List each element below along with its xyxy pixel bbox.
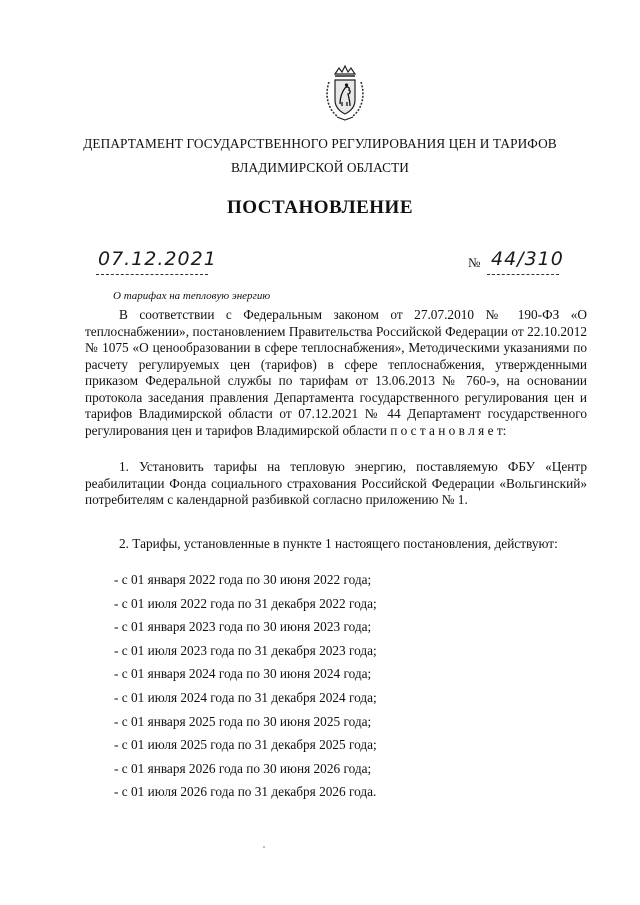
- preamble-paragraph: В соответствии с Федеральным законом от 27.07.2010 № 190-ФЗ «О теплоснабжении», постановлением Правительства Российской Федерации от 22.10.2012 № 1075 «О ценообразовании в сфере теплоснабжения», Методическими указаниями по расчету регулируемых цен (тарифов) в сфере теплоснабжения, утвержденными приказом Федеральной службы по тарифам от 13.06.2013 № 760-э, на основании протокола заседания правления Департамента государственного регулирования цен и тарифов Владимирской области от 07.12.2021 № 44 Департамент государственного регулирования цен и тарифов Владимирской области п о с т а н о в л я е т:: [85, 307, 587, 438]
- list-item: - с 01 января 2022 года по 30 июня 2022 года;: [114, 572, 372, 587]
- list-item: - с 01 июля 2026 года по 31 декабря 2026 года.: [114, 784, 377, 800]
- number-field: [487, 248, 564, 275]
- list-item: - с 01 января 2023 года по 30 июня 2023 года;: [114, 619, 372, 635]
- document-title: ПОСТАНОВЛЕНИЕ: [226, 197, 414, 218]
- handwritten-number: 44/310: [491, 248, 564, 270]
- clause-2-paragraph: 2. Тарифы, установленные в пункте 1 настоящего постановления, действуют:: [119, 536, 558, 551]
- department-name-line-2: ВЛАДИМИРСКОЙ ОБЛАСТИ: [230, 160, 410, 175]
- list-item: - с 01 июля 2025 года по 31 декабря 2025 года;: [114, 737, 377, 753]
- date-field: [96, 248, 217, 275]
- clause-1-paragraph: 1. Установить тарифы на тепловую энергию, поставляемую ФБУ «Центр реабилитации Фонда социального страхования Российской Федерации «Вольгинский» потребителям с календарной разбивкой согласно приложению № 1.: [85, 459, 587, 507]
- tariff-periods-list: [114, 568, 377, 804]
- list-item: - с 01 июля 2022 года по 31 декабря 2022 года;: [114, 595, 377, 611]
- department-name-line-1: ДЕПАРТАМЕНТ ГОСУДАРСТВЕННОГО РЕГУЛИРОВАНИЯ ЦЕН И ТАРИФОВ: [83, 136, 557, 151]
- scan-speck: [263, 846, 265, 848]
- list-item: - с 01 июля 2024 года по 31 декабря 2024 года;: [114, 689, 377, 705]
- list-item: - с 01 января 2025 года по 30 июня 2025 года;: [114, 713, 372, 729]
- document-subject: О тарифах на тепловую энергию: [113, 290, 271, 302]
- list-item: - с 01 января 2024 года по 30 июня 2024 года;: [114, 666, 372, 682]
- list-item: - с 01 января 2026 года по 30 июня 2026 года;: [114, 760, 372, 776]
- list-item: - с 01 июля 2023 года по 31 декабря 2023 года;: [114, 642, 377, 658]
- handwritten-date: 07.12.2021: [98, 248, 217, 270]
- number-label: №: [468, 255, 481, 270]
- coat-of-arms-icon: [323, 64, 367, 122]
